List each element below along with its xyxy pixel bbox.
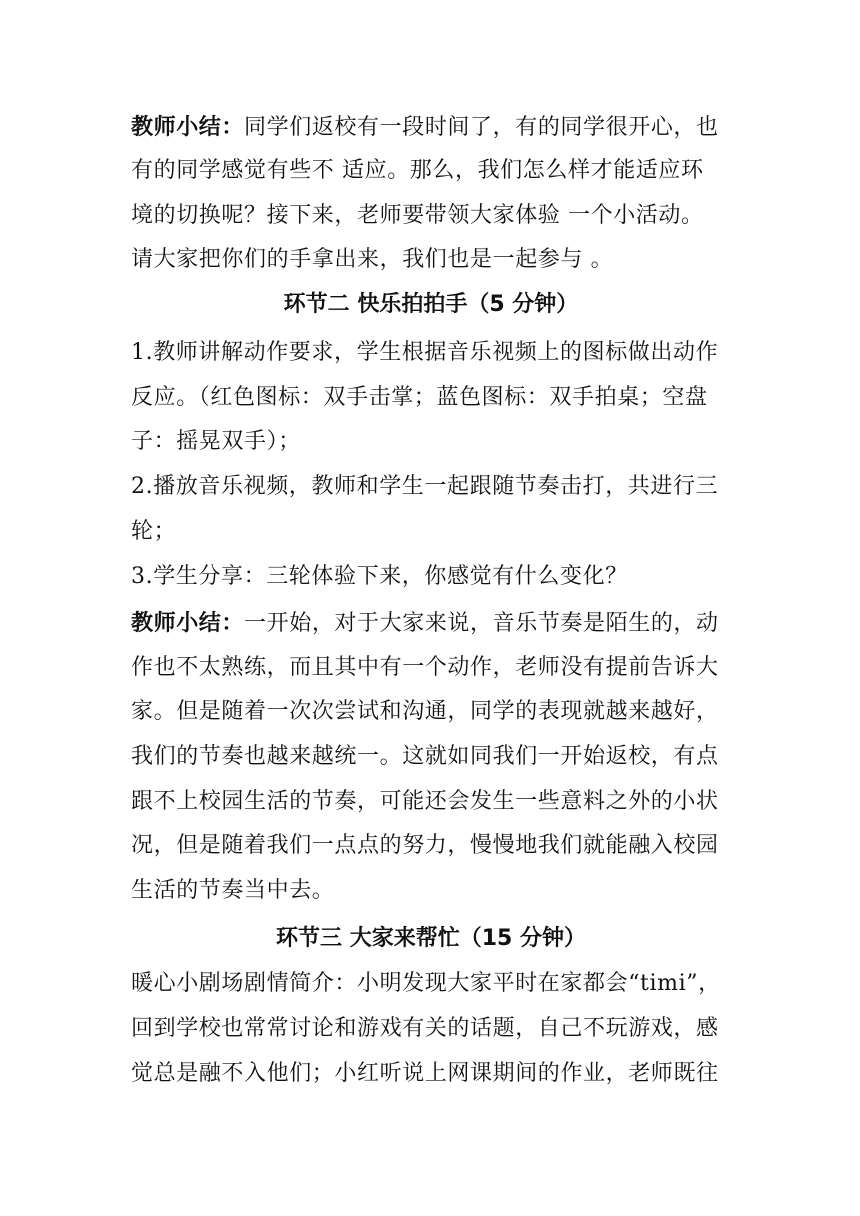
summary2-line1 [131,603,731,643]
summary2-line6: 况，但是随着我们一点点的努力，慢慢地我们就能融入校园 [131,833,719,858]
section3-line3: 觉总是融不入他们；小红听说上网课期间的作业，老师既往 [131,1061,719,1086]
summary2-label: 教师小结： [131,610,245,636]
section2-step3-line1: 3.学生分享：三轮体验下来，你感觉有什么变化？ [131,564,628,589]
summary1-label: 教师小结： [131,114,245,140]
section2-step2-line1: 2.播放音乐视频，教师和学生一起跟随节奏击打，共进行三 [131,474,719,499]
section3-heading: 环节三 大家来帮忙（15 分钟） [276,926,586,951]
summary2-line4: 我们的节奏也越来越统一。这就如同我们一开始返校，有点 [131,744,719,769]
summary2-line2: 作也不太熟练，而且其中有一个动作，老师没有提前告诉大 [131,655,719,680]
summary2-line5: 跟不上校园生活的节奏，可能还会发生一些意料之外的小状 [131,789,719,814]
summary1-line3: 境的切换呢？接下来，老师要带领大家体验 一个小活动。 [131,203,704,228]
summary1-line2: 有的同学感觉有些不 适应。那么，我们怎么样才能适应环 [131,158,704,183]
section2-step1-line1: 1.教师讲解动作要求，学生根据音乐视频上的图标做出动作 [131,340,719,365]
section2-heading: 环节二 快乐拍拍手（5 分钟） [283,292,579,317]
summary2-line3: 家。但是随着一次次尝试和沟通，同学的表现就越来越好， [131,699,719,724]
section2-step1-line3: 子：摇晃双手）； [131,429,301,454]
section2-step2-line2: 轮； [131,519,177,544]
summary1-line1 [131,107,731,147]
section3-line2: 回到学校也常常讨论和游戏有关的话题，自己不玩游戏，感 [131,1016,719,1041]
section3-line1: 暖心小剧场剧情简介：小明发现大家平时在家都会“timi”， [131,971,721,996]
summary2-text: 一开始，对于大家来说，音乐节奏是陌生的，动 [244,611,719,636]
section2-step1-line2: 反应。（红色图标：双手击掌；蓝色图标：双手拍桌；空盘 [131,385,708,410]
summary2-line7: 生活的节奏当中去。 [131,878,335,903]
summary1-line4: 请大家把你们的手拿出来，我们也是一起参与 。 [131,247,614,272]
summary1-text: 同学们返校有一段时间了，有的同学很开心，也 [244,115,719,140]
